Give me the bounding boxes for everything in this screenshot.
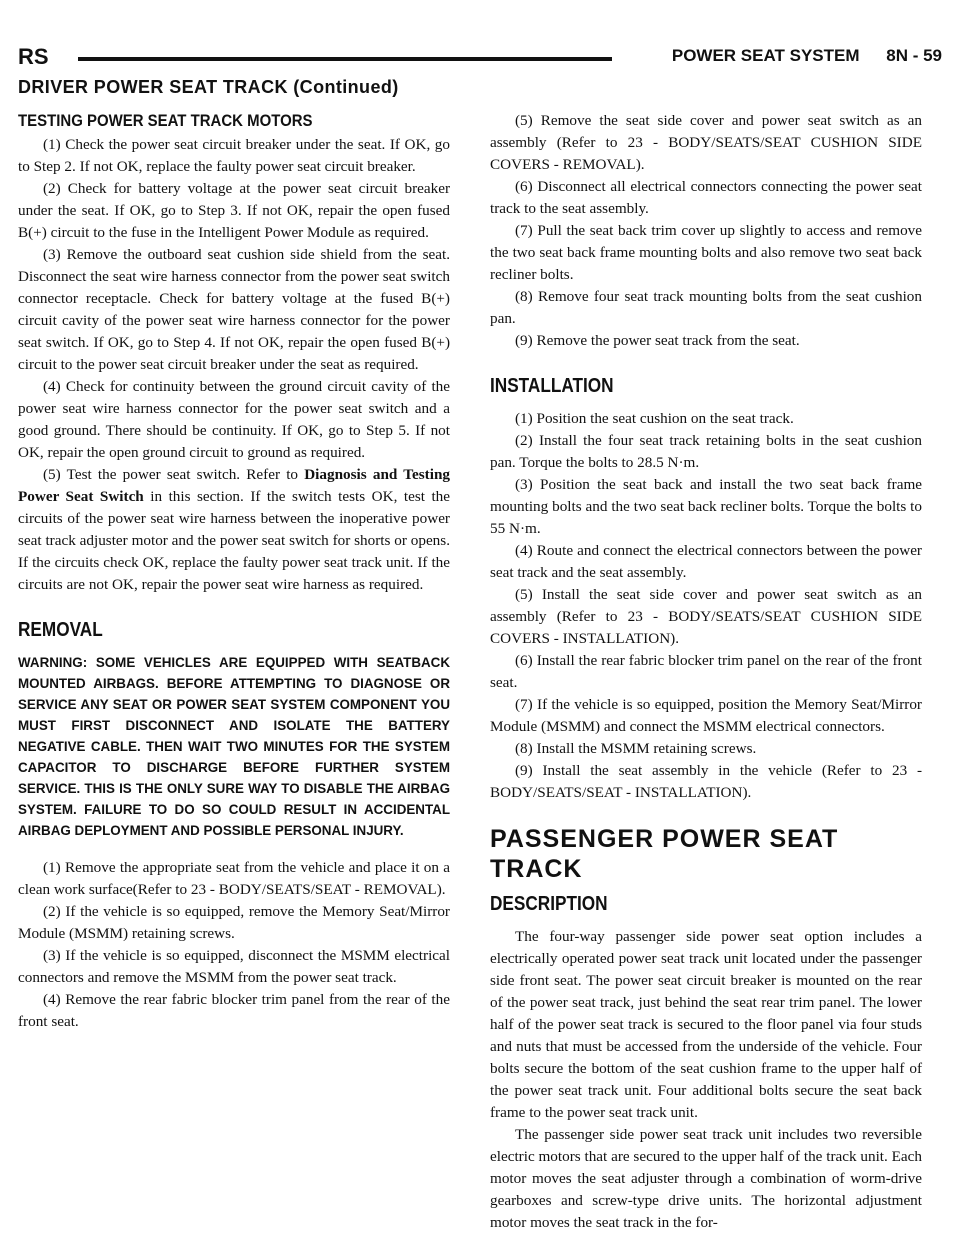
description-paragraph-1: The four-way passenger side power seat option includes a electrically operated power seat track unit located under the passenger side front seat. The power seat circuit breaker is mounted on the rear of the power seat track, just behind the seat rear trim panel. The lower half of the power seat track is secured to the floor panel via four studs and nuts that must be accessed from the underside of the vehicle. Four bolts secure the bottom of the seat cushion frame to the upper half of the power seat track unit. Four additional bolts secure the seat back frame to the power seat track unit. xyxy=(490,928,922,1121)
testing-step-5-start: (5) Test the power seat switch. Refer to xyxy=(43,466,305,483)
header-title: POWER SEAT SYSTEM xyxy=(671,46,860,65)
testing-step-5 xyxy=(18,464,450,596)
removal-step-6: (6) Disconnect all electrical connectors connecting the power seat track to the seat assembly. xyxy=(490,178,922,217)
page-header xyxy=(18,44,942,72)
installation-step-8: (8) Install the MSMM retaining screws. xyxy=(515,740,757,757)
installation-step-9: (9) Install the seat assembly in the vehicle (Refer to 23 - BODY/SEATS/SEAT - INSTALLATION). xyxy=(490,762,922,801)
removal-step-8: (8) Remove four seat track mounting bolts from the seat cushion pan. xyxy=(490,288,922,327)
installation-heading: INSTALLATION xyxy=(490,375,614,397)
testing-step-3: (3) Remove the outboard seat cushion side shield from the seat. Disconnect the seat wire harness connector from the power seat switch connector receptacle. Check for battery voltage at the fused B(+) circuit cavity of the power seat wire harness connector for the power seat switch. If OK, go to Step 4. If not OK, repair the open fused B(+) circuit to the power seat circuit breaker under the seat as required. xyxy=(18,246,450,373)
testing-step-5-reference: Diagnosis and Testing Power Seat Switch xyxy=(18,466,450,505)
testing-heading: TESTING POWER SEAT TRACK MOTORS xyxy=(18,111,313,130)
removal-warning: WARNING: SOME VEHICLES ARE EQUIPPED WITH SEATBACK MOUNTED AIRBAGS. BEFORE ATTEMPTING TO DIAGNOSE OR SERVICE ANY SEAT OR POWER SEAT SYSTEM COMPONENT YOU MUST FIRST DISCONNECT AND ISOLATE THE BATTERY NEGATIVE CABLE. THEN WAIT TWO MINUTES FOR THE SYSTEM CAPACITOR TO DISCHARGE BEFORE FURTHER SYSTEM SERVICE. THIS IS THE ONLY SURE WAY TO DISABLE THE AIRBAG SYSTEM. FAILURE TO DO SO COULD RESULT IN ACCIDENTAL AIRBAG DEPLOYMENT AND POSSIBLE PERSONAL INJURY. xyxy=(18,655,450,838)
installation-step-5: (5) Install the seat side cover and power seat switch as an assembly (Refer to 23 - BODY/SEATS/SEAT CUSHION SIDE COVERS - INSTALLATION). xyxy=(490,586,922,647)
installation-step-7: (7) If the vehicle is so equipped, position the Memory Seat/Mirror Module (MSMM) and connect the MSMM electrical connectors. xyxy=(490,696,922,735)
installation-step-6: (6) Install the rear fabric blocker trim panel on the rear of the front seat. xyxy=(490,652,922,691)
installation-step-1: (1) Position the seat cushion on the seat track. xyxy=(515,410,794,427)
installation-step-4: (4) Route and connect the electrical connectors between the power seat track and the seat assembly. xyxy=(490,542,922,581)
removal-step-9: (9) Remove the power seat track from the seat. xyxy=(515,332,800,349)
testing-step-1: (1) Check the power seat circuit breaker under the seat. If OK, go to Step 2. If not OK, replace the faulty power seat circuit breaker. xyxy=(18,136,450,175)
right-column xyxy=(490,110,922,1234)
header-rule xyxy=(78,57,612,61)
removal-step-1: (1) Remove the appropriate seat from the vehicle and place it on a clean work surface(Refer to 23 - BODY/SEATS/SEAT - REMOVAL). xyxy=(18,859,450,898)
installation-step-3: (3) Position the seat back and install the two seat back frame mounting bolts and the two seat back recliner bolts. Torque the bolts to 55 N·m. xyxy=(490,476,922,537)
removal-step-5: (5) Remove the seat side cover and power seat switch as an assembly (Refer to 23 - BODY/SEATS/SEAT CUSHION SIDE COVERS - REMOVAL). xyxy=(490,112,922,173)
description-paragraph-2: The passenger side power seat track unit includes two reversible electric motors that are secured to the upper half of the track unit. Each motor moves the seat adjuster through a combination of worm-drive gearboxes and screw-type drive units. The horizontal adjustment motor moves the seat track in the for- xyxy=(490,1126,922,1231)
description-heading: DESCRIPTION xyxy=(490,893,608,915)
testing-step-2: (2) Check for battery voltage at the power seat circuit breaker under the seat. If OK, go to Step 3. If not OK, repair the open fused B(+) circuit to the fuse in the Intelligent Power Module as required. xyxy=(18,180,450,241)
passenger-seat-heading: PASSENGER POWER SEAT TRACK xyxy=(490,825,839,883)
removal-step-7: (7) Pull the seat back trim cover up slightly to access and remove the two seat back frame mounting bolts and also remove two seat back recliner bolts. xyxy=(490,222,922,283)
removal-step-3: (3) If the vehicle is so equipped, disconnect the MSMM electrical connectors and remove the MSMM from the power seat track. xyxy=(18,947,450,986)
left-column xyxy=(18,110,450,1033)
installation-step-2: (2) Install the four seat track retaining bolts in the seat cushion pan. Torque the bolts to 28.5 N·m. xyxy=(490,432,922,471)
testing-step-4: (4) Check for continuity between the ground circuit cavity of the power seat wire harness connector for the power seat switch and a good ground. There should be continuity. If OK, go to Step 5. If not OK, repair the open ground circuit to ground as required. xyxy=(18,378,450,461)
testing-step-5-end: in this section. If the switch tests OK, test the circuits of the power seat wire harness between the inoperative power seat track adjuster motor and the power seat switch for shorts or opens. If the circuits check OK, replace the faulty power seat track unit. If the circuits are not OK, repair the power seat wire harness as required. xyxy=(18,488,450,593)
removal-step-2: (2) If the vehicle is so equipped, remove the Memory Seat/Mirror Module (MSMM) retaining screws. xyxy=(18,903,450,942)
removal-heading: REMOVAL xyxy=(18,619,103,641)
header-title-group xyxy=(672,46,942,66)
page-number: 8N - 59 xyxy=(886,46,942,65)
removal-step-4: (4) Remove the rear fabric blocker trim panel from the rear of the front seat. xyxy=(18,991,450,1030)
header-section-code: RS xyxy=(18,44,49,69)
continued-heading: DRIVER POWER SEAT TRACK (Continued) xyxy=(18,77,399,97)
